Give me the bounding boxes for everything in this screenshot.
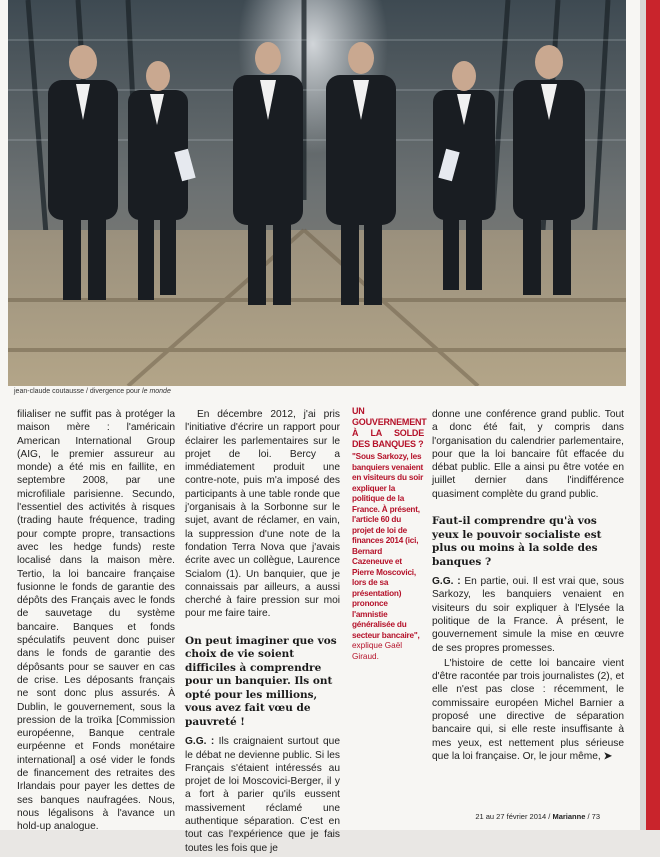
footer-magazine: Marianne	[552, 812, 586, 821]
interview-question: Faut-il comprendre qu'à vos yeux le pouvoir socialiste est plus ou moins à la solde des banques ?	[432, 515, 602, 568]
answer-text: En partie, oui. Il est vrai que, sous Sarkozy, les banquiers venaient en visiteurs du soir expliquer à l'Elysée la politique de la France. À présent, le gouvernement simule la mise en œuvre de ses propres promesses.	[432, 576, 624, 654]
sidebar-caption	[352, 406, 427, 662]
footer-page: / 73	[585, 812, 600, 821]
interview-answer	[432, 575, 624, 655]
credit-name: jean-claude coutausse	[14, 388, 85, 395]
interview-question: On peut imaginer que vos choix de vie soient difficiles à comprendre pour un banquier. Ils ont opté pour les millions, vous avez fait vœu de pauvreté !	[185, 634, 337, 728]
paragraph: filialiser ne suffit pas à protéger la maison mère : l'américain American International Group (AIG, le premier assureur au monde) a été mis en faillite, en septembre 2008, par une microfiliale parisienne. Secundo, l'essentiel des activités à risques (trading haute fréquence, trading pour compte propre, transactions avec les hedge funds) reste localisé dans la maison mère. Tertio, la loi bancaire française fusionne le fonds de garantie des dépôts des Français avec le fonds de sauvetage du système bancaire. Banques et fonds spéculatifs peuvent donc puiser dans le fonds de garantie des dépôsants pour se sauver en cas de crise. Les déposants français ne sont donc plus assurés. À Dublin, le gouvernement, sous la pression de la troïka [Commission européenne, Banque centrale eurpéenne et Fonds monétaire international] a osé vider le fonds de financement des retraites des Irlandais pour payer les dettes de ses banques naufragées. Nous, nous légalisons à l'avance un hold-up analogue.	[17, 409, 175, 833]
page-footer	[475, 812, 600, 821]
sidebar-quote: "Sous Sarkozy, les banquiers venaient en visiteurs du soir expliquer la politique de la France. À présent, l'article 60 du projet de loi de finances 2014 (ici, Bernard Cazeneuve et Pierre Moscovici, lors de sa présentation) prononce l'amnistie généralisée du secteur bancaire",	[352, 452, 424, 640]
answer-label: G.G. :	[185, 736, 215, 748]
answer-text: Ils craignaient surtout que le débat ne devienne public. Si les Français s'étaient intéressés au projet de loi Moscovici-Berger, il y a fort à parier qu'ils eussent massivement réclamé une authentique séparation. C'est en tout cas l'expérience que je fais toutes les fois que je	[185, 736, 340, 854]
article-photo	[8, 0, 626, 386]
sidebar-title: UN GOUVERNEMENT À LA SOLDE DES BANQUES ?	[352, 406, 427, 449]
photo-credit	[14, 388, 171, 395]
interview-answer	[185, 735, 340, 855]
paragraph-text: L'histoire de cette loi bancaire vient d'être racontée par trois journalistes (2), et elle n'est pas close : récemment, le commissaire européen Michel Barnier a proposé une directive de séparation bancaire qui, si elle reste insuffisante à mes yeux, est nettement plus sérieuse que la loi française. Or, le jour même,	[432, 657, 624, 762]
sidebar-byline: explique Gaël Giraud.	[352, 641, 403, 661]
credit-publication: le monde	[142, 388, 171, 395]
answer-label: G.G. :	[432, 576, 461, 588]
continue-arrow-icon: ➤	[603, 750, 613, 762]
page-edge	[640, 0, 660, 830]
photo-illustration	[8, 0, 626, 386]
credit-sep: / divergence pour	[84, 388, 143, 395]
column-1	[17, 408, 175, 836]
column-4	[432, 408, 624, 765]
paragraph	[432, 657, 624, 763]
column-2	[185, 408, 340, 857]
paragraph: donne une conférence grand public. Tout a donc été fait, y compris dans l'organisation du calendrier parlementaire, pour que la loi bancaire fût effacée du débat public. Elle a ainsi pu être votée en juillet dernier dans l'indifférence quasiment complète du grand public.	[432, 409, 624, 500]
paragraph: En décembre 2012, j'ai pris l'initiative d'écrire un rapport pour éclairer les parlementaires sur le projet de loi. Bercy a immédiatement produit une contre-note, puis m'a imposé des participants à une table ronde que j'organisais à la Sorbonne sur le sujet, avant de réclamer, en vain, la suppression d'une note de la fondation Terra Nova que j'avais écrite avec un collègue, Laurence Scialom (1). Un banquier, que je connaissais par ailleurs, a aussi cherché à faire pression sur moi pour me faire taire.	[185, 409, 340, 620]
footer-date: 21 au 27 février 2014 /	[475, 812, 553, 821]
